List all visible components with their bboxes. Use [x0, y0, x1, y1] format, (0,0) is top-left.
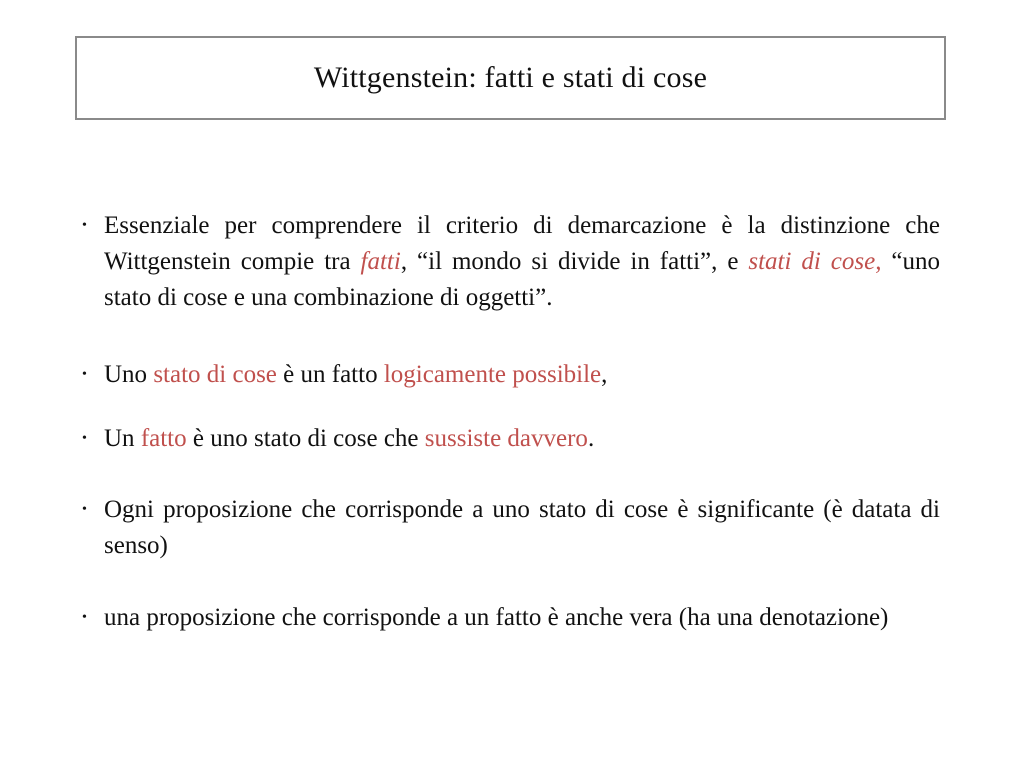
highlight-fatto: fatto — [140, 425, 187, 452]
bullet-item — [82, 208, 940, 316]
bullet-item — [82, 421, 940, 457]
bullet-text: una proposizione che corrisponde a un fatto è anche vera (ha una denotazione) — [104, 604, 889, 631]
highlight-sussiste-davvero: sussiste davvero — [424, 425, 588, 452]
bullet-dot: • — [82, 502, 87, 517]
highlight-stato-di-cose: stato di cose — [153, 361, 277, 388]
bullet-text: , “il mondo si divide in fatti”, e — [400, 248, 749, 275]
bullet-text: è un fatto — [276, 361, 384, 388]
bullet-text: Uno — [104, 361, 154, 388]
bullet-text: è uno stato di cose che — [186, 425, 425, 452]
title-box — [75, 36, 946, 120]
bullet-dot: • — [82, 218, 87, 233]
bullet-text: Un — [104, 425, 141, 452]
bullet-dot: • — [82, 367, 87, 382]
bullet-item — [82, 600, 940, 636]
highlight-stati-di-cose: stati di cose, — [748, 248, 882, 275]
bullet-text: Essenziale per comprendere il criterio di demarcazione è la distinzione che Wittgenstein compie tra — [104, 212, 940, 275]
bullet-dot: • — [82, 610, 87, 625]
highlight-logicamente-possibile: logicamente possibile — [383, 361, 602, 388]
bullet-list — [82, 208, 940, 636]
highlight-fatti: fatti — [360, 248, 401, 275]
bullet-text: , — [601, 361, 608, 388]
bullet-item — [82, 357, 940, 393]
bullet-text: . — [587, 425, 595, 452]
bullet-item — [82, 492, 940, 564]
bullet-dot: • — [82, 431, 87, 446]
bullet-text: Ogni proposizione che corrisponde a uno stato di cose è significante (è datata di senso) — [104, 496, 940, 559]
slide-title: Wittgenstein: fatti e stati di cose — [313, 61, 708, 94]
bullet-text: “uno stato di cose e una combinazione di oggetti”. — [104, 248, 940, 311]
